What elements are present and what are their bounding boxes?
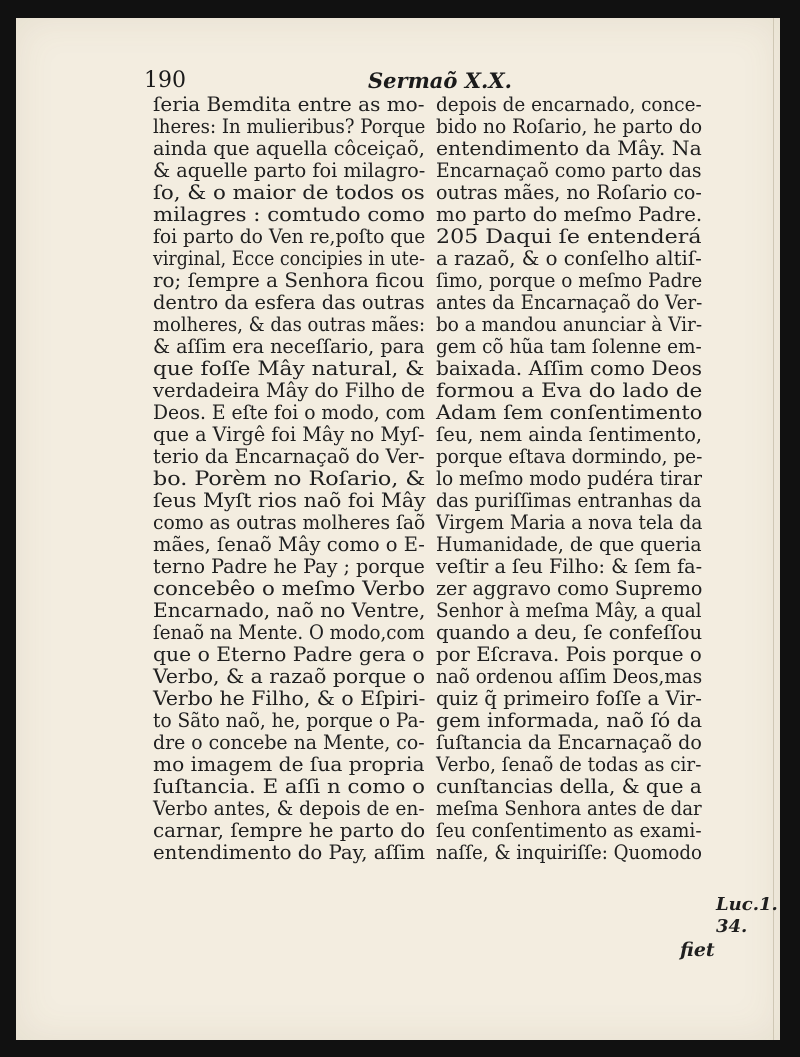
text-line: bido no Roſario, he parto do <box>436 115 703 138</box>
text-line: ſeus Myſt rios naõ foi Mây <box>153 489 426 512</box>
text-line: carnar, ſempre he parto do <box>153 819 426 842</box>
text-line: Adam ſem conſentimento <box>436 401 703 424</box>
text-line: depois de encarnado, conce- <box>436 93 702 116</box>
text-line: mo parto do meſmo Padre. <box>436 203 703 226</box>
right-text-column <box>436 94 702 864</box>
text-line: que foſſe Mây natural, & <box>153 357 425 380</box>
page-number: 190 <box>144 68 186 93</box>
text-line: dre o concebe na Mente, co- <box>153 731 425 754</box>
running-title: Sermaõ X.X. <box>368 68 512 93</box>
text-line: virginal, Ecce concipies in ute- <box>153 247 425 270</box>
margin-verse: 34. <box>716 916 748 937</box>
text-line: naſſe, & inquiriſſe: Quomodo <box>436 841 702 864</box>
text-line: entendimento do Pay, aſſim <box>153 841 426 864</box>
text-line: antes da Encarnaçaõ do Ver- <box>436 291 703 314</box>
text-line: Deos. E eſte foi o modo, com <box>153 401 426 424</box>
text-line: molheres, & das outras mães: <box>153 313 426 336</box>
text-line: Encarnado, naõ no Ventre, <box>153 599 426 622</box>
text-line: outras mães, no Roſario co- <box>436 181 702 204</box>
text-line: foi parto do Ven re,poſto que <box>153 225 426 248</box>
text-line: gem cõ hũa tam ſolenne em- <box>436 335 702 358</box>
page-edge <box>773 18 774 1040</box>
text-line: to Sãto naõ, he, porque o Pa- <box>153 709 425 732</box>
text-line: lheres: In mulieribus? Porque <box>153 115 426 138</box>
text-line: ſo, & o maior de todos os <box>153 181 425 204</box>
text-line: ſimo, porque o meſmo Padre <box>436 269 703 292</box>
text-line: a razaõ, & o conſelho altiſ- <box>436 247 702 270</box>
text-line: terno Padre he Pay ; porque <box>153 555 425 578</box>
text-line: milagres : comtudo como <box>153 203 425 226</box>
text-line: Verbo he Filho, & o Eſpiri- <box>153 687 426 710</box>
book-page <box>16 18 780 1040</box>
catchword: fiet <box>680 939 715 961</box>
text-line: meſma Senhora antes de dar <box>436 797 702 820</box>
text-line: baixada. Aſſim como Deos <box>436 357 702 380</box>
text-line: por Eſcrava. Pois porque o <box>436 643 702 666</box>
text-line: porque eſtava dormindo, pe- <box>436 445 703 468</box>
text-line: Verbo, & a razaõ porque o <box>153 665 426 688</box>
text-line: 205 Daqui ſe entenderá <box>436 225 702 248</box>
text-line: Humanidade, de que queria <box>436 533 702 556</box>
text-line: & aſſim era neceſſario, para <box>153 335 425 358</box>
left-text-column <box>153 94 425 864</box>
text-line: veſtir a ſeu Filho: & ſem fa- <box>436 555 703 578</box>
text-line: ſeu conſentimento as exami- <box>436 819 702 842</box>
text-line: como as outras molheres ſaõ <box>153 511 426 534</box>
text-line: naõ ordenou aſſim Deos,mas <box>436 665 703 688</box>
text-line: gem informada, naõ ſó da <box>436 709 703 732</box>
text-line: concebêo o meſmo Verbo <box>153 577 425 600</box>
text-line: das puriſſimas entranhas da <box>436 489 702 512</box>
text-line: zer aggravo como Supremo <box>436 577 703 600</box>
text-line: mo imagem de ſua propria <box>153 753 425 776</box>
text-line: lo meſmo modo pudéra tirar <box>436 467 703 490</box>
text-line: ſenaõ na Mente. O modo,com <box>153 621 425 644</box>
text-line: formou a Eva do lado de <box>436 379 703 402</box>
text-line: ro; ſempre a Senhora ficou <box>153 269 425 292</box>
text-line: que o Eterno Padre gera o <box>153 643 425 666</box>
text-line: ſuſtancia da Encarnaçaõ do <box>436 731 702 754</box>
text-line: entendimento da Mây. Na <box>436 137 702 160</box>
text-line: Verbo antes, & depois de en- <box>153 797 425 820</box>
text-line: cunſtancias della, & que a <box>436 775 702 798</box>
text-line: ſuſtancia. E aſſi n como o <box>153 775 425 798</box>
text-line: Senhor à meſma Mây, a qual <box>436 599 702 622</box>
text-line: quando a deu, ſe confeſſou <box>436 621 703 644</box>
text-line: que a Virgê foi Mây no Myſ- <box>153 423 425 446</box>
text-line: Verbo, ſenaõ de todas as cir- <box>436 753 702 776</box>
margin-reference: Luc.1. <box>716 894 778 915</box>
text-line: terio da Encarnaçaõ do Ver- <box>153 445 425 468</box>
text-line: quiz q̃ primeiro foſſe a Vir- <box>436 687 702 710</box>
text-line: ſeu, nem ainda ſentimento, <box>436 423 703 446</box>
text-line: verdadeira Mây do Filho de <box>153 379 425 402</box>
text-line: Encarnaçaõ como parto das <box>436 159 702 182</box>
text-line: dentro da esfera das outras <box>153 291 425 314</box>
text-line: Virgem Maria a nova tela da <box>436 511 703 534</box>
text-line: & aquelle parto foi milagro- <box>153 159 426 182</box>
text-line: ſeria Bemdita entre as mo- <box>153 93 425 116</box>
text-line: bo a mandou anunciar à Vir- <box>436 313 703 336</box>
text-line: mães, ſenaõ Mây como o E- <box>153 533 425 556</box>
text-line: bo. Porèm no Roſario, & <box>153 467 426 490</box>
text-line: ainda que aquella côceiçaõ, <box>153 137 425 160</box>
